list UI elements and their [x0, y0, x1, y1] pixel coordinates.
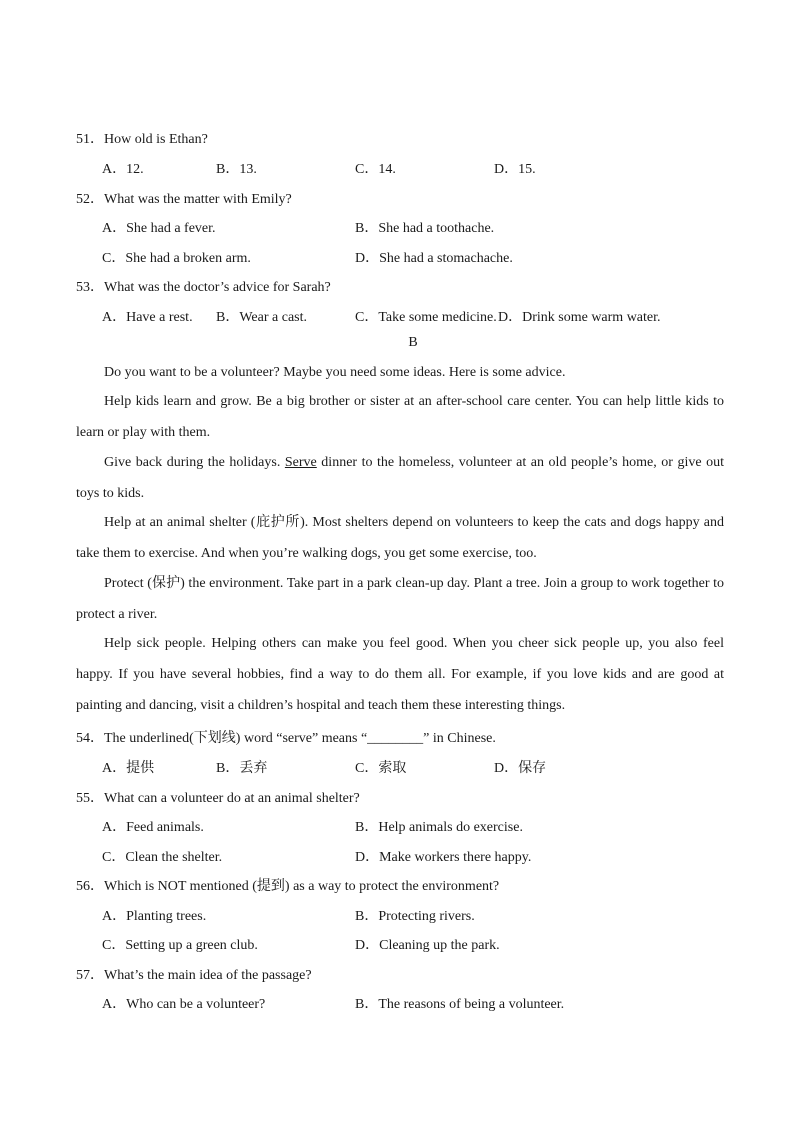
option-55-a: A．Feed animals. [102, 820, 204, 835]
option-52-c: C．She had a broken arm. [102, 251, 251, 266]
option-55-c: C．Clean the shelter. [102, 850, 223, 865]
option-51-d: D．15. [494, 162, 536, 177]
option-54-d: D．保存 [494, 761, 547, 776]
option-57-b: B．The reasons of being a volunteer. [355, 997, 565, 1012]
option-54-c: C．索取 [355, 761, 407, 776]
question-56: 56．Which is NOT mentioned (提到) as a way to protect the environment? [76, 879, 500, 894]
option-56-b: B．Protecting rivers. [355, 909, 475, 924]
passage-paragraph-2: Help kids learn and grow. Be a big brother or sister at an after-school care center. You can help little kids to learn or play with them. [76, 394, 724, 440]
option-52-b: B．She had a toothache. [355, 221, 495, 236]
question-57: 57．What’s the main idea of the passage? [76, 968, 312, 983]
option-56-a: A．Planting trees. [102, 909, 207, 924]
option-53-a: A．Have a rest. [102, 310, 193, 325]
option-52-d: D．She had a stomachache. [355, 251, 513, 266]
underlined-word-serve: Serve [284, 455, 317, 470]
question-52: 52．What was the matter with Emily? [76, 192, 292, 207]
option-56-d: D．Cleaning up the park. [355, 938, 500, 953]
option-55-b: B．Help animals do exercise. [355, 820, 523, 835]
option-54-a: A．提供 [102, 761, 155, 776]
passage-paragraph-5: Protect (保护) the environment. Take part in a park clean-up day. Plant a tree. Join a group to work together to protect a river. [76, 576, 724, 622]
passage-paragraph-4: Help at an animal shelter (庇护所). Most shelters depend on volunteers to keep the cats and dogs happy and take them to exercise. And when you’re walking dogs, you get some exercise, too. [76, 515, 724, 561]
option-51-a: A．12. [102, 162, 144, 177]
option-55-d: D．Make workers there happy. [355, 850, 532, 865]
option-57-a: A．Who can be a volunteer? [102, 997, 266, 1012]
option-52-a: A．She had a fever. [102, 221, 216, 236]
question-51: 51．How old is Ethan? [76, 132, 208, 147]
question-53: 53．What was the doctor’s advice for Sarah? [76, 280, 331, 295]
question-54: 54．The underlined(下划线) word “serve” means “________” in Chinese. [76, 731, 496, 746]
option-56-c: C．Setting up a green club. [102, 938, 258, 953]
passage-paragraph-1: Do you want to be a volunteer? Maybe you need some ideas. Here is some advice. [104, 365, 566, 380]
option-51-c: C．14. [355, 162, 396, 177]
option-51-b: B．13. [216, 162, 257, 177]
paragraph-3-start: Give back during the holidays. [104, 455, 285, 470]
paragraph-3-end: dinner to the homeless, volunteer at an old people’s home, or give out toys to kids. [76, 455, 724, 501]
option-53-c: C．Take some medicine. [355, 310, 497, 325]
option-53-b: B．Wear a cast. [216, 310, 307, 325]
section-heading-b: B [408, 335, 418, 350]
passage-paragraph-6: Help sick people. Helping others can make you feel good. When you cheer sick people up, you also feel happy. If you have several hobbies, find a way to do them all. For example, if you love kids and are good at painting and dancing, visit a children’s hospital and teach them these interesting things. [76, 636, 724, 713]
question-55: 55．What can a volunteer do at an animal shelter? [76, 791, 360, 806]
passage-paragraph-3 [76, 447, 724, 509]
option-54-b: B．丢弃 [216, 761, 268, 776]
option-53-d: D．Drink some warm water. [498, 310, 661, 325]
